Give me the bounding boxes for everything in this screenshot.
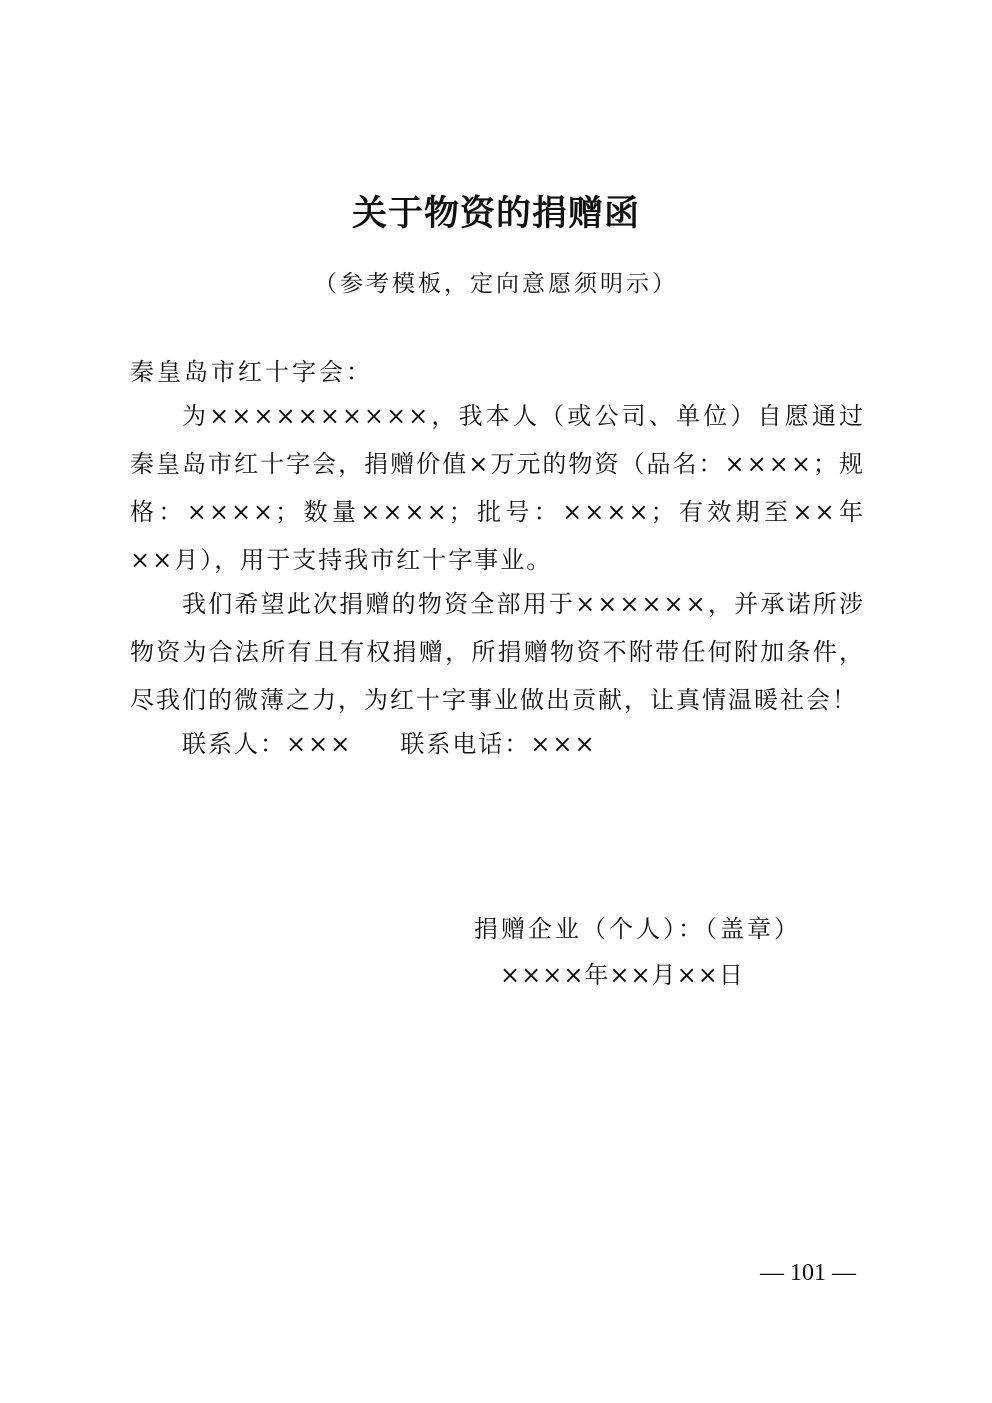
date-line: ××××年××月××日 <box>500 961 744 989</box>
page-number: — 101 — <box>760 1260 856 1286</box>
contact-phone: 联系电话：××× <box>400 730 597 758</box>
salutation: 秦皇岛市红十字会： <box>130 358 373 386</box>
signature-line: 捐赠企业（个人）：（盖章） <box>474 915 801 943</box>
document-title: 关于物资的捐赠函 <box>351 194 640 234</box>
body-paragraph-2: 我们希望此次捐赠的物资全部用于××××××，并承诺所涉物资为合法所有且有权捐赠，所捐赠物资不附带任何附加条件，尽我们的微薄之力，为红十字事业做出贡献，让真情温暖社会！ <box>130 590 865 714</box>
contact-row <box>182 724 597 759</box>
body-paragraph-1: 为××××××××××，我本人（或公司、单位）自愿通过秦皇岛市红十字会，捐赠价值×万元的物资（品名：××××；规格：××××；数量××××；批号：××××；有效期至××年××月），用于支持我市红十字事业。 <box>130 402 865 574</box>
contact-person: 联系人：××× <box>182 730 353 758</box>
document-subtitle: （参考模板，定向意愿须明示） <box>314 271 678 297</box>
